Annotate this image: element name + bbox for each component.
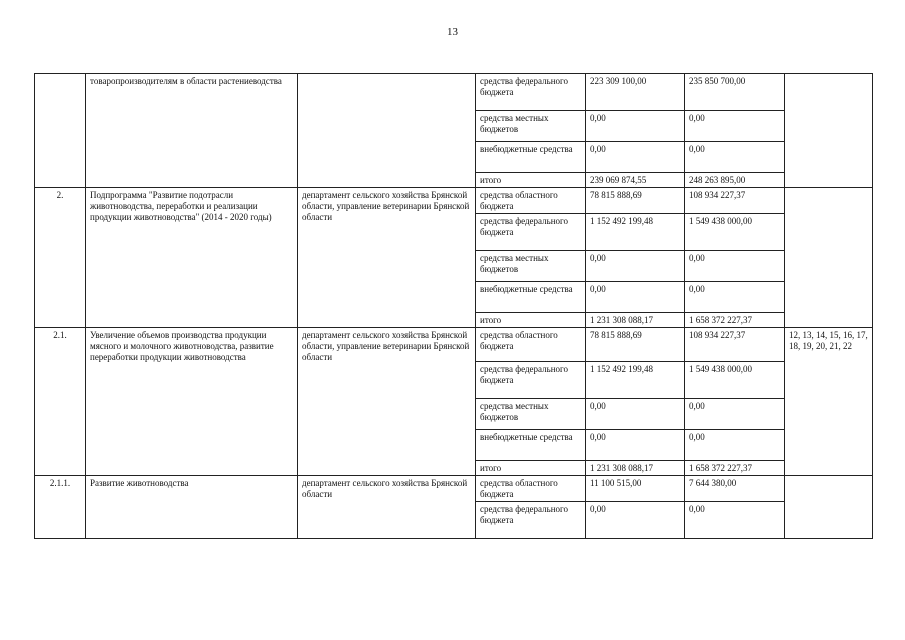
amount-year-1: 1 152 492 199,48 [586, 214, 685, 251]
amount-year-2: 0,00 [685, 502, 785, 539]
amount-year-2: 0,00 [685, 142, 785, 173]
budget-table [34, 73, 873, 539]
amount-year-1: 11 100 515,00 [586, 476, 685, 502]
amount-year-1: 223 309 100,00 [586, 74, 685, 111]
amount-year-2: 0,00 [685, 282, 785, 313]
item-name: Подпрограмма "Развитие подотрасли животноводства, переработки и реализации продукции животноводства" (2014 - 2020 годы) [86, 188, 298, 328]
funding-source: итого [476, 461, 586, 476]
page-number: 13 [447, 26, 458, 38]
funding-source: средства областного бюджета [476, 188, 586, 214]
item-name: Развитие животноводства [86, 476, 298, 539]
amount-year-1: 78 815 888,69 [586, 188, 685, 214]
executor: департамент сельского хозяйства Брянской области [298, 476, 476, 539]
amount-year-2: 0,00 [685, 251, 785, 282]
amount-year-2: 7 644 380,00 [685, 476, 785, 502]
funding-source: средства местных бюджетов [476, 399, 586, 430]
executor: департамент сельского хозяйства Брянской области, управление ветеринарии Брянской области [298, 328, 476, 476]
amount-year-1: 239 069 874,55 [586, 173, 685, 188]
amount-year-1: 1 231 308 088,17 [586, 461, 685, 476]
amount-year-1: 0,00 [586, 399, 685, 430]
item-name: Увеличение объемов производства продукции мясного и молочного животноводства, развитие переработки продукции животноводства [86, 328, 298, 476]
amount-year-1: 0,00 [586, 111, 685, 142]
amount-year-2: 108 934 227,37 [685, 328, 785, 362]
executor [298, 74, 476, 188]
funding-source: итого [476, 173, 586, 188]
funding-source: средства местных бюджетов [476, 111, 586, 142]
funding-source: средства федерального бюджета [476, 362, 586, 399]
funding-source: средства областного бюджета [476, 476, 586, 502]
funding-source: средства местных бюджетов [476, 251, 586, 282]
amount-year-2: 108 934 227,37 [685, 188, 785, 214]
item-number: 2.1.1. [35, 476, 86, 539]
table-row [35, 188, 873, 214]
funding-source: итого [476, 313, 586, 328]
executor: департамент сельского хозяйства Брянской области, управление ветеринарии Брянской области [298, 188, 476, 328]
amount-year-2: 0,00 [685, 111, 785, 142]
target-indicators [785, 476, 873, 539]
amount-year-2: 1 549 438 000,00 [685, 362, 785, 399]
amount-year-1: 78 815 888,69 [586, 328, 685, 362]
amount-year-1: 0,00 [586, 430, 685, 461]
amount-year-2: 0,00 [685, 430, 785, 461]
funding-source: средства федерального бюджета [476, 214, 586, 251]
amount-year-2: 248 263 895,00 [685, 173, 785, 188]
item-name: товаропроизводителям в области растениеводства [86, 74, 298, 188]
funding-source: внебюджетные средства [476, 142, 586, 173]
table-row [35, 328, 873, 362]
amount-year-2: 1 549 438 000,00 [685, 214, 785, 251]
amount-year-1: 1 152 492 199,48 [586, 362, 685, 399]
amount-year-2: 235 850 700,00 [685, 74, 785, 111]
amount-year-2: 0,00 [685, 399, 785, 430]
amount-year-2: 1 658 372 227,37 [685, 313, 785, 328]
funding-source: средства областного бюджета [476, 328, 586, 362]
funding-source: средства федерального бюджета [476, 74, 586, 111]
table-row [35, 476, 873, 502]
amount-year-1: 0,00 [586, 502, 685, 539]
funding-source: средства федерального бюджета [476, 502, 586, 539]
amount-year-1: 0,00 [586, 251, 685, 282]
amount-year-1: 1 231 308 088,17 [586, 313, 685, 328]
amount-year-1: 0,00 [586, 282, 685, 313]
amount-year-2: 1 658 372 227,37 [685, 461, 785, 476]
amount-year-1: 0,00 [586, 142, 685, 173]
target-indicators [785, 188, 873, 328]
item-number [35, 74, 86, 188]
funding-source: внебюджетные средства [476, 282, 586, 313]
target-indicators: 12, 13, 14, 15, 16, 17, 18, 19, 20, 21, 22 [785, 328, 873, 476]
table-row [35, 74, 873, 111]
item-number: 2. [35, 188, 86, 328]
item-number: 2.1. [35, 328, 86, 476]
funding-source: внебюджетные средства [476, 430, 586, 461]
target-indicators [785, 74, 873, 188]
